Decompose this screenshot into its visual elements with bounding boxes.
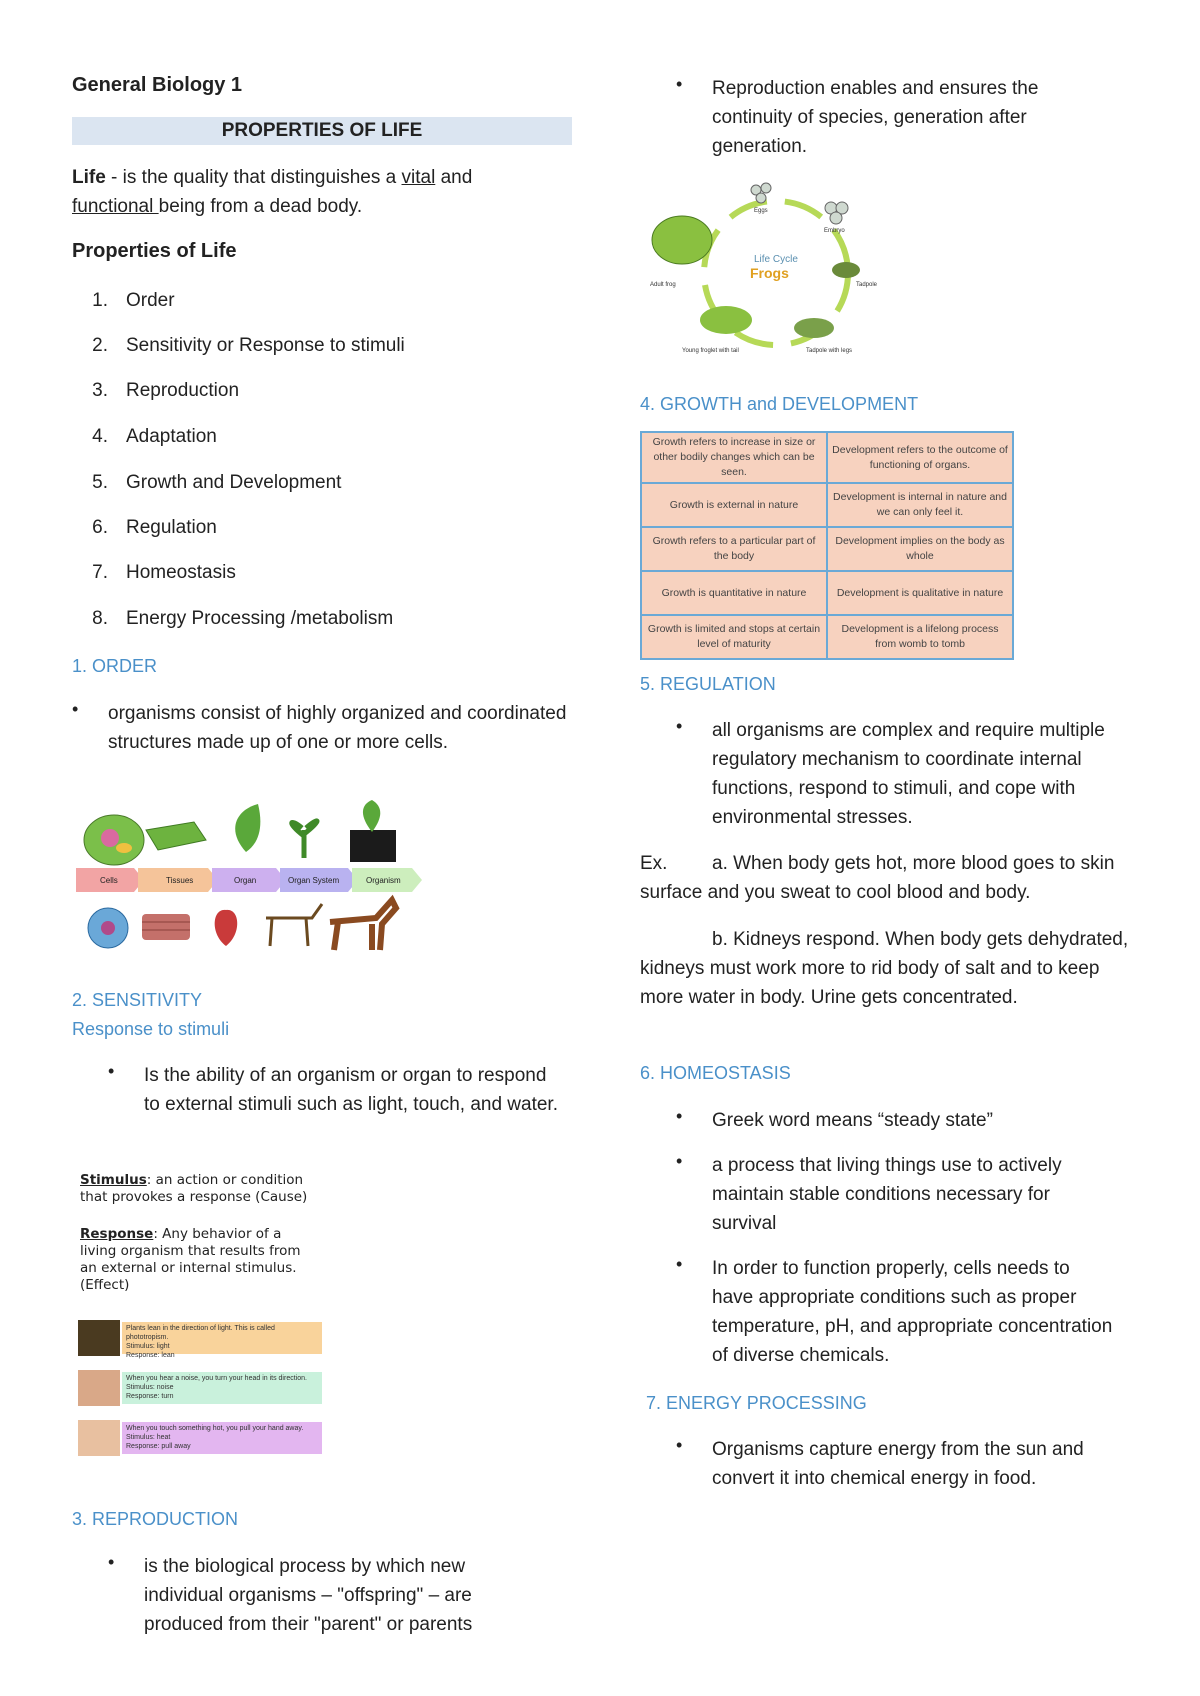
life-def-vital: vital	[401, 167, 436, 188]
stage-tadpole-legs: Tadpole with legs	[806, 348, 853, 354]
life-definition	[72, 163, 572, 221]
stage-froglet: Young froglet with tail	[682, 348, 739, 354]
hand-image	[78, 1420, 120, 1456]
homeostasis-heading: 6. HOMEOSTASIS	[640, 1063, 791, 1083]
life-def-text-2: and	[435, 167, 473, 188]
frog-life-cycle-figure	[646, 178, 906, 364]
life-term: Life	[72, 167, 106, 188]
homeostasis-bullet-3: • In order to function properly, cells needs to have appropriate conditions such as proper temperature, pH, and appropriate concentration of diverse chemicals.	[676, 1254, 1113, 1366]
property-item: 6. Regulation	[92, 517, 217, 538]
properties-heading: Properties of Life	[72, 240, 237, 262]
life-def-text-1: - is the quality that distinguishes a	[105, 167, 402, 188]
life-def-functional: functional	[72, 196, 159, 217]
stage-embryo: Embryo	[824, 228, 845, 234]
stage-tadpole: Tadpole	[856, 282, 878, 288]
property-item: 2. Sensitivity or Response to stimuli	[92, 335, 405, 356]
energy-heading: 7. ENERGY PROCESSING	[646, 1393, 867, 1413]
example-row-noise: When you hear a noise, you turn your head in its direction. Stimulus: noise Response: turn	[72, 1370, 322, 1406]
stimulus-definition: Stimulus: an action or condition that provokes a response (Cause)	[80, 1172, 308, 1205]
reproduction-bullet-2: • Reproduction enables and ensures the continuity of species, generation after generation.	[676, 74, 1039, 157]
table-row: Growth refers to increase in size or other bodily changes which can be seen. Development refers to the outcome of functioning of organs.	[641, 432, 1013, 483]
table-row: Growth is quantitative in nature Development is qualitative in nature	[641, 571, 1013, 615]
regulation-bullet: • all organisms are complex and require multiple regulatory mechanism to coordinate internal functions, respond to stimuli, and cope with environmental stresses.	[676, 716, 1105, 828]
sensitivity-subheading: Response to stimuli	[72, 1019, 230, 1039]
cycle-title: Life Cycle	[754, 254, 798, 265]
homeostasis-bullet-1: • Greek word means “steady state”	[676, 1106, 993, 1131]
property-item: 3. Reproduction	[92, 380, 240, 401]
example-row-heat: When you touch something hot, you pull your hand away. Stimulus: heat Response: pull away	[72, 1420, 322, 1456]
regulation-example-a: Ex. a. When body gets hot, more blood goes to skin surface and you sweat to cool blood and body.	[640, 853, 1115, 903]
regulation-example-b: b. Kidneys respond. When body gets dehydrated, kidneys must work more to rid body of salt and to keep more water in body. Urine gets concentrated.	[640, 929, 1129, 1008]
growth-heading: 4. GROWTH and DEVELOPMENT	[640, 394, 919, 414]
course-title: General Biology 1	[72, 74, 243, 96]
level-label-tissues: Tissues	[166, 876, 194, 885]
property-item: 7. Homeostasis	[92, 562, 236, 583]
stimulus-examples	[72, 1320, 332, 1470]
response-definition: Response: Any behavior of a living organism that results from an external or internal stimulus. (Effect)	[80, 1226, 301, 1293]
level-label-cells: Cells	[100, 876, 118, 885]
example-row-light: Plants lean in the direction of light. This is called phototropism. Stimulus: light Response: lean	[72, 1320, 322, 1356]
level-label-organism: Organism	[366, 876, 401, 885]
property-item: 4. Adaptation	[92, 426, 217, 447]
sensitivity-heading: 2. SENSITIVITY	[72, 990, 203, 1010]
sensitivity-bullet: • Is the ability of an organism or organ to respond to external stimuli such as light, touch, and water.	[108, 1061, 558, 1115]
property-item: 5. Growth and Development	[92, 472, 342, 493]
energy-bullet: • Organisms capture energy from the sun and convert it into chemical energy in food.	[676, 1435, 1084, 1489]
property-item: 8. Energy Processing /metabolism	[92, 608, 394, 629]
plant-image	[78, 1320, 120, 1356]
stage-eggs: Eggs	[754, 208, 768, 214]
ear-image	[78, 1370, 120, 1406]
table-row: Growth is limited and stops at certain level of maturity Development is a lifelong process from womb to tomb	[641, 615, 1013, 659]
table-row: Growth is external in nature Development is internal in nature and we can only feel it.	[641, 483, 1013, 527]
order-bullet: • organisms consist of highly organized and coordinated structures made up of one or more cells.	[72, 699, 567, 753]
level-label-organ-system: Organ System	[288, 876, 340, 885]
order-heading: 1. ORDER	[72, 656, 158, 676]
homeostasis-bullet-2: • a process that living things use to actively maintain stable conditions necessary for survival	[676, 1151, 1062, 1234]
life-def-text-3: being from a dead body.	[158, 196, 363, 217]
levels-of-organization-figure	[76, 800, 424, 960]
section-banner: PROPERTIES OF LIFE	[72, 117, 572, 145]
reproduction-bullet: • is the biological process by which new individual organisms – "offspring" – are produced from their "parent" or parents	[108, 1552, 473, 1635]
cycle-subtitle: Frogs	[750, 265, 789, 281]
reproduction-heading: 3. REPRODUCTION	[72, 1509, 239, 1529]
level-label-organ: Organ	[234, 876, 257, 885]
table-row: Growth refers to a particular part of the body Development implies on the body as whole	[641, 527, 1013, 571]
stage-adult: Adult frog	[650, 282, 676, 288]
regulation-heading: 5. REGULATION	[640, 674, 776, 694]
property-item: 1. Order	[92, 290, 175, 311]
growth-development-table	[640, 431, 1014, 660]
